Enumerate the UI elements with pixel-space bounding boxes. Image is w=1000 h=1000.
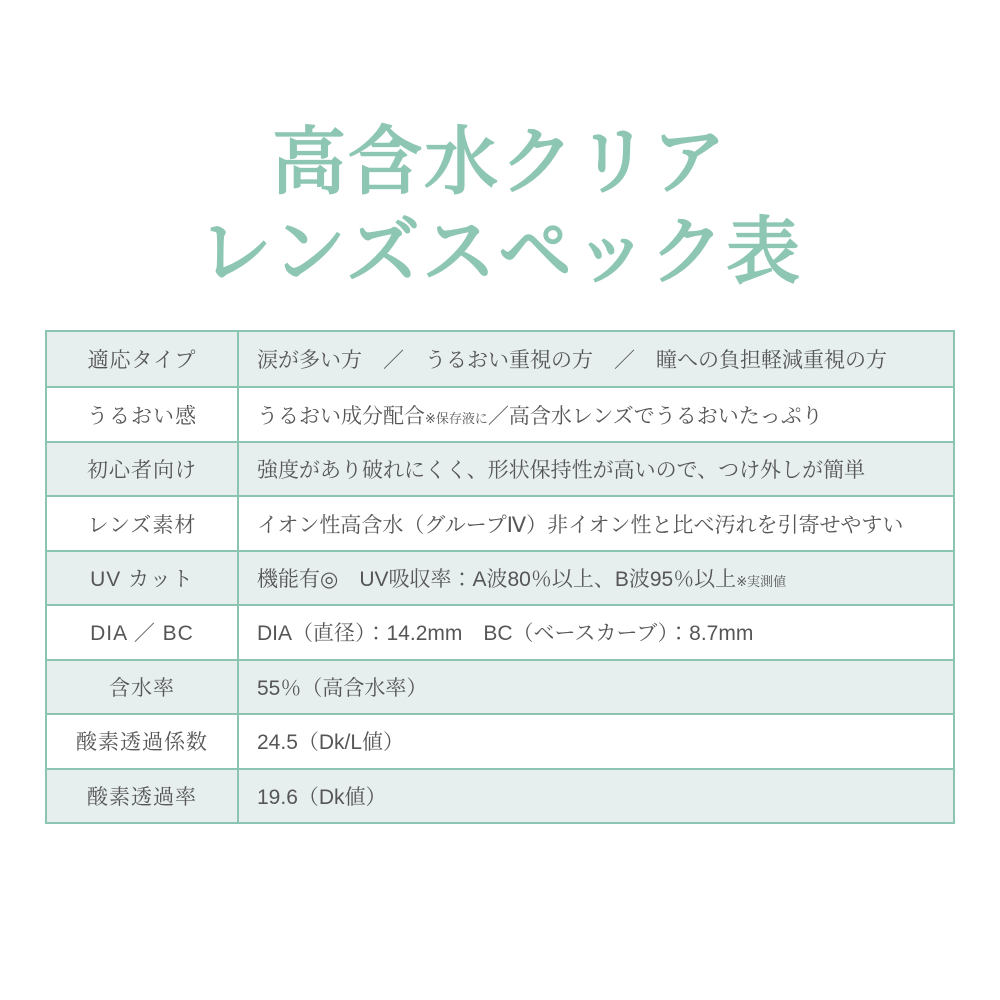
spec-value [239,443,953,495]
table-row [47,604,953,658]
spec-note-text: ※保存液に [425,411,488,427]
spec-main-text: 涙が多い方 ／ うるおい重視の方 ／ 瞳への負担軽減重視の方 [257,349,887,373]
spec-main-text: 強度があり破れにくく、形状保持性が高いので、つけ外しが簡単 [257,459,866,483]
table-row [47,713,953,767]
table-row [47,659,953,713]
spec-value [239,497,953,549]
table-row [47,386,953,440]
spec-label: 初心者向け [47,443,239,495]
spec-label: UV カット [47,552,239,604]
spec-main-text: 55％（高含水率） [257,676,428,700]
spec-label: うるおい感 [47,388,239,440]
spec-main-text: 機能有◎ UV吸収率：A波80％以上、B波95％以上 [257,567,737,591]
table-row [47,768,953,822]
spec-main-text: イオン性高含水（グループⅣ）非イオン性と比べ汚れを引寄せやすい [257,513,904,537]
spec-value [239,552,953,604]
lens-spec-table [45,330,955,824]
table-row [47,441,953,495]
spec-value [239,332,953,386]
spec-value [239,715,953,767]
page-title [0,118,1000,298]
table-row [47,495,953,549]
spec-value [239,770,953,822]
spec-label: 含水率 [47,661,239,713]
spec-label: 酸素透過係数 [47,715,239,767]
page-title-line1: 高含水クリア [272,122,728,204]
spec-label: 適応タイプ [47,332,239,386]
spec-main-text: うるおい成分配合 [257,404,425,428]
spec-value [239,606,953,658]
spec-label: 酸素透過率 [47,770,239,822]
spec-main-text: 19.6（Dk値） [257,785,387,809]
page-title-line2: レンズスペック表 [198,212,802,294]
spec-value [239,388,953,440]
spec-main-text: ／高含水レンズでうるおいたっぷり [487,404,823,428]
spec-main-text: 24.5（Dk/L値） [257,731,405,755]
spec-main-text: DIA（直径）：14.2mm BC（ベースカーブ）：8.7mm [257,622,754,646]
spec-value [239,661,953,713]
spec-label: レンズ素材 [47,497,239,549]
spec-note-text: ※実測値 [736,574,787,590]
spec-label: DIA ／ BC [47,606,239,658]
table-row [47,332,953,386]
table-row [47,550,953,604]
